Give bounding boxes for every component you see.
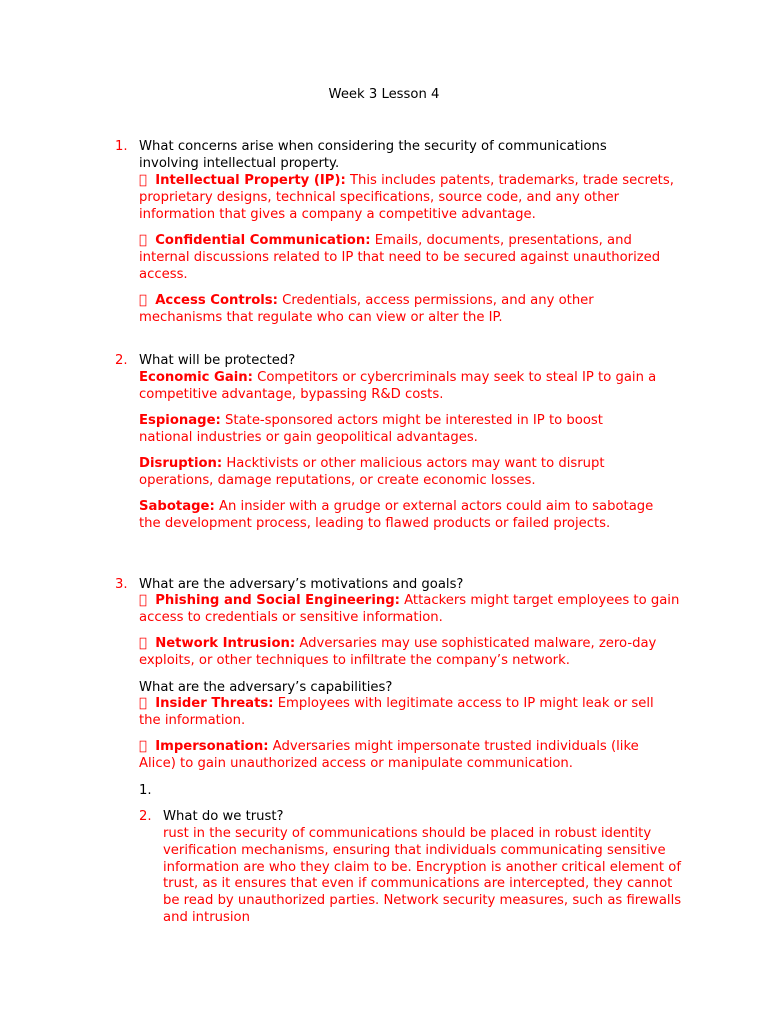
bullet-glyph-icon [139,739,151,756]
document-title: Week 3 Lesson 4 [328,87,440,102]
q1-item-confidential: Confidential Communication: Emails, documents, presentations, and internal discussions related to IP that need to be secured against unauthorized access. [139,233,661,282]
q1-item-access: Access Controls: Credentials, access permissions, and any other mechanisms that regulate who can view or alter the IP. [139,293,594,325]
q2-item-disruption: Disruption: Hacktivists or other malicious actors may want to disrupt operations, damage reputations, or create economic losses. [139,456,605,488]
list-number-2: 2. [115,353,128,368]
bullet-glyph-icon [139,173,151,190]
question-3-sub: What are the adversary’s capabilities? [139,680,393,695]
nested-list-number-2: 2. [139,809,152,824]
q3-item-intrusion: Network Intrusion: Adversaries may use sophisticated malware, zero-day exploits, or other techniques to infiltrate the company’s network. [139,636,657,668]
question-1: What concerns arise when considering the security of communications involving intellectual property. [139,139,607,171]
q1-item-ip: Intellectual Property (IP): This includes patents, trademarks, trade secrets, proprietary designs, technical specifications, source code, and any other information that gives a company a competitive advantage. [139,173,674,222]
q2-item-sabotage: Sabotage: An insider with a grudge or external actors could aim to sabotage the development process, leading to flawed products or failed projects. [139,499,654,531]
bullet-glyph-icon [139,293,151,310]
nested-question: What do we trust? [163,809,284,824]
q3-item-impersonation: Impersonation: Adversaries might impersonate trusted individuals (like Alice) to gain unauthorized access or manipulate communication. [139,739,639,771]
question-2: What will be protected? [139,353,296,368]
question-3: What are the adversary’s motivations and goals? [139,577,464,592]
bullet-glyph-icon [139,636,151,653]
nested-answer: rust in the security of communications should be placed in robust identity verification mechanisms, ensuring that individuals communicating sensitive information are who they claim to be. Encryption is another critical element of trust, as it ensures that even if communications are intercepted, they cannot be read by unauthorized parties. Network security measures, such as firewalls and intrusion [163,826,682,925]
bullet-glyph-icon [139,593,151,610]
list-number-1: 1. [115,139,128,154]
bullet-glyph-icon [139,233,151,250]
q3-item-insider: Insider Threats: Employees with legitimate access to IP might leak or sell the information. [139,696,654,728]
bullet-glyph-icon [139,696,151,713]
q2-item-economic: Economic Gain: Competitors or cybercriminals may seek to steal IP to gain a competitive advantage, bypassing R&D costs. [139,370,657,402]
nested-list-number-1: 1. [139,783,152,798]
q2-item-espionage: Espionage: State-sponsored actors might be interested in IP to boost national industries or gain geopolitical advantages. [139,413,603,445]
list-number-3: 3. [115,577,128,592]
q3-item-phishing: Phishing and Social Engineering: Attackers might target employees to gain access to credentials or sensitive information. [139,593,680,625]
